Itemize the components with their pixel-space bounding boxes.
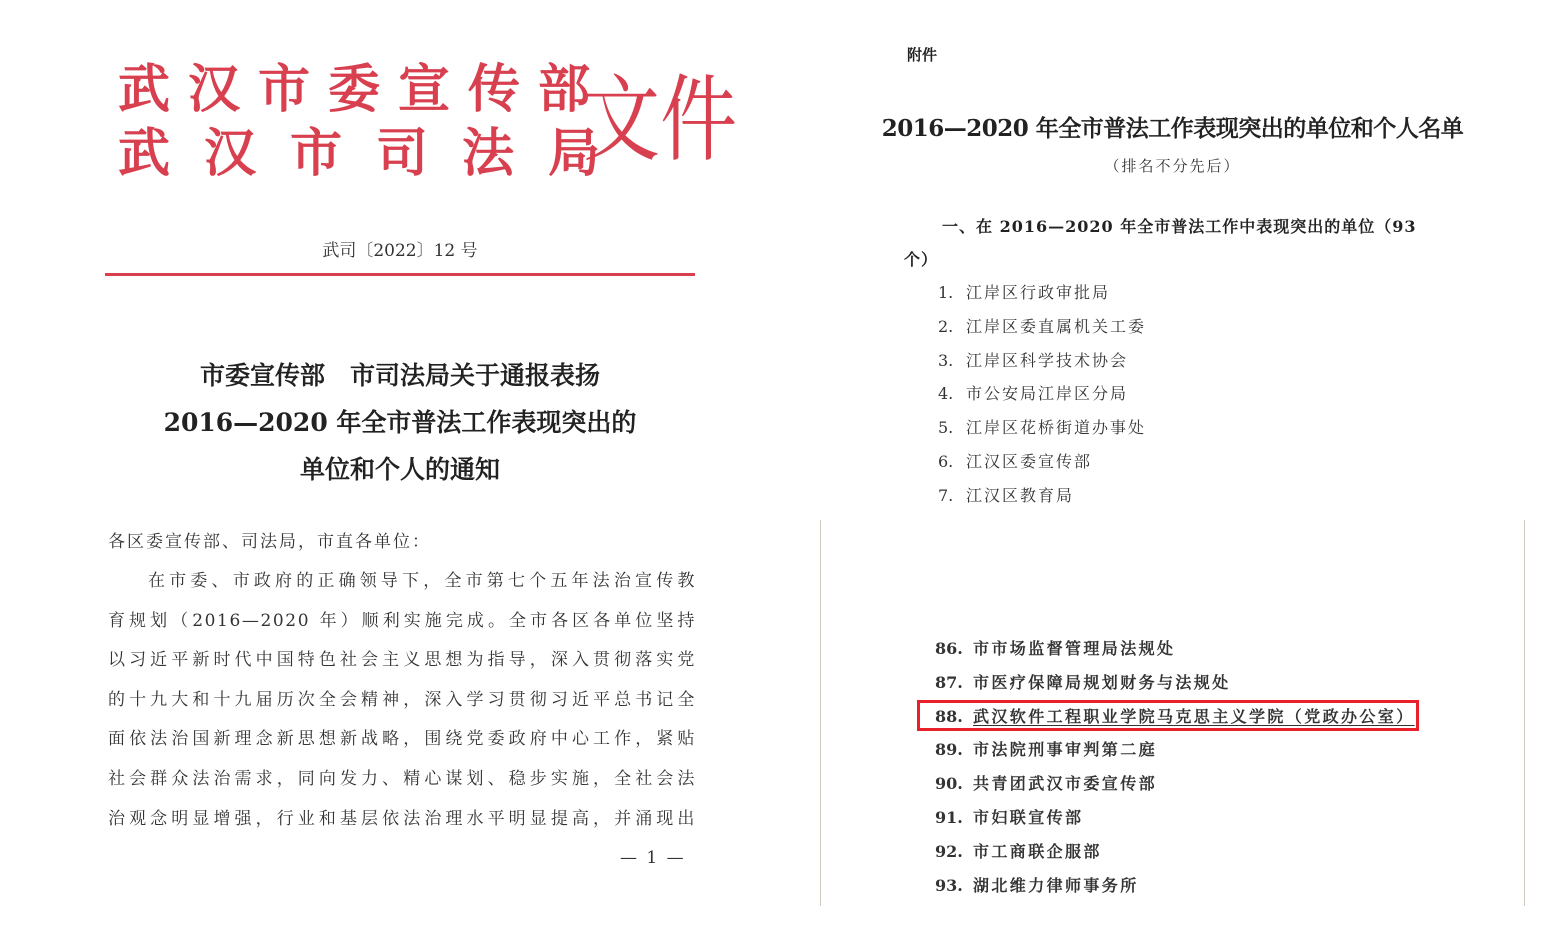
list-item — [935, 873, 1415, 907]
list-item — [938, 449, 1146, 483]
unit-name: 江汉区委宣传部 — [966, 451, 1093, 471]
list-title: 2016—2020 年全市普法工作表现突出的单位和个人名单 — [881, 115, 1464, 142]
list-item — [938, 483, 1146, 517]
unit-number: 92. — [935, 841, 963, 861]
unit-name: 市医疗保障局规划财务与法规处 — [973, 672, 1231, 692]
attachment-label: 附件 — [907, 46, 938, 64]
list-item — [935, 636, 1415, 670]
notice-title-line: 市委宣传部 市司法局关于通报表扬 — [199, 361, 600, 390]
unit-number: 89. — [935, 740, 963, 760]
unit-number: 2. — [938, 316, 954, 336]
body-line: 治观念明显增强，行业和基层依法治理水平明显提高，并涌现出 — [108, 808, 696, 829]
list-item — [935, 839, 1415, 873]
unit-number: 7. — [938, 485, 954, 505]
list-item — [938, 381, 1146, 415]
list-item — [935, 737, 1415, 771]
document-word: 文件 — [583, 66, 738, 175]
unit-number: 86. — [935, 639, 963, 658]
page-number: — 1 — — [620, 848, 686, 868]
unit-number: 88. — [935, 706, 963, 726]
list-subtitle: （排名不分先后） — [1104, 157, 1241, 175]
unit-name: 市法院刑事审判第二庭 — [973, 740, 1158, 760]
body-line: 育规划（2016—2020 年）顺利实施完成。全市各区各单位坚持 — [108, 610, 696, 631]
notice-title — [120, 352, 680, 493]
unit-name: 市公安局江岸区分局 — [966, 384, 1129, 404]
unit-number: 6. — [938, 451, 954, 471]
page-edge-right — [1524, 520, 1525, 906]
unit-name: 江岸区科学技术协会 — [966, 350, 1129, 370]
unit-name: 江岸区委直属机关工委 — [966, 316, 1147, 336]
notice-title-line: 2016—2020 年全市普法工作表现突出的 — [163, 408, 637, 437]
right-attachment-page — [820, 0, 1545, 926]
body-line: 社会群众法治需求，同向发力、精心谋划、稳步实施，全社会法 — [108, 768, 696, 789]
unit-number: 5. — [938, 418, 954, 438]
list-item — [938, 314, 1146, 348]
unit-number: 4. — [938, 384, 954, 404]
list-item — [935, 670, 1415, 704]
unit-name: 共青团武汉市委宣传部 — [973, 774, 1158, 794]
unit-number: 90. — [935, 774, 963, 794]
list-item — [935, 771, 1415, 805]
unit-number: 87. — [935, 672, 963, 692]
list-item — [938, 280, 1146, 314]
unit-number: 3. — [938, 350, 954, 370]
unit-number: 1. — [938, 283, 954, 302]
issuing-authorities — [118, 58, 634, 186]
unit-list-bottom — [935, 636, 1415, 906]
unit-name: 江岸区花桥街道办事处 — [966, 418, 1147, 438]
list-item — [938, 348, 1146, 382]
issuer-propaganda-dept: 武汉市委宣传部 — [118, 59, 609, 120]
page-edge-left — [820, 520, 821, 906]
body-line: 的十九大和十九届历次全会精神，深入学习贯彻习近平总书记全 — [108, 689, 696, 710]
highlight-box — [917, 700, 1419, 731]
unit-number: 93. — [935, 875, 963, 895]
unit-list-top — [938, 280, 1146, 517]
list-item — [938, 415, 1146, 449]
salutation: 各区委宣传部、司法局，市直各单位： — [108, 532, 431, 552]
unit-name: 市市场监督管理局法规处 — [973, 639, 1176, 658]
issuer-justice-bureau: 武汉市司法局 — [118, 123, 635, 184]
red-divider — [105, 273, 695, 276]
unit-name: 江岸区行政审批局 — [966, 283, 1111, 302]
notice-body — [108, 562, 696, 839]
unit-number: 91. — [935, 807, 963, 827]
document-number: 武司〔2022〕12 号 — [322, 241, 478, 261]
unit-name: 武汉软件工程职业学院马克思主义学院（党政办公室） — [973, 706, 1415, 726]
unit-name: 湖北维力律师事务所 — [973, 875, 1139, 895]
list-item — [935, 805, 1415, 839]
unit-name: 江汉区教育局 — [966, 485, 1075, 505]
body-line: 在市委、市政府的正确领导下，全市第七个五年法治宣传教 — [148, 571, 696, 591]
body-line: 以习近平新时代中国特色社会主义思想为指导，深入贯彻落实党 — [108, 650, 696, 671]
section-heading: 一、在 2016—2020 年全市普法工作中表现突出的单位（93 个） — [904, 217, 1417, 269]
body-line: 面依法治国新理念新思想新战略，围绕党委政府中心工作，紧贴 — [108, 729, 696, 750]
unit-name: 市工商联企服部 — [973, 841, 1102, 861]
notice-title-line: 单位和个人的通知 — [299, 455, 500, 484]
unit-name: 市妇联宣传部 — [973, 807, 1084, 827]
